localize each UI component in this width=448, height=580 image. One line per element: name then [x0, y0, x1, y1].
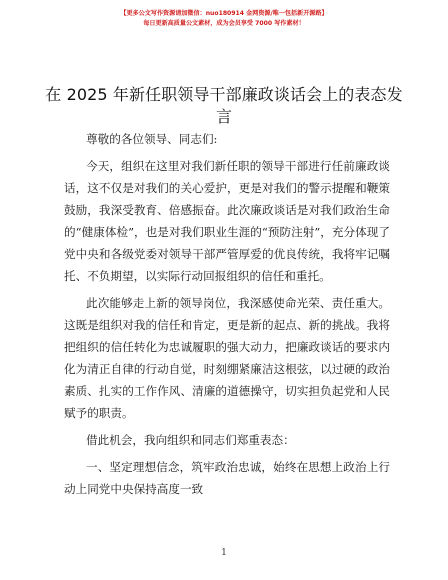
greeting: 尊敬的各位领导、同志们:	[86, 132, 218, 146]
paragraph-point-one: 一、坚定理想信念，筑牢政治忠诚，始终在思想上政治上行动上同党中央保持高度一致	[64, 460, 390, 496]
promo-banner	[0, 9, 448, 28]
paragraph-responsibility: 此次能够走上新的领导岗位，我深感使命光荣、责任重大。这既是组织对我的信任和肯定，更是新的起点、新的挑战。我将把组织的信任转化为忠诚履职的强大动力，把廉政谈话的要求内化为清正自律的行动自觉，时刻绷紧廉洁这根弦，以过硬的政治素质、扎实的工作作风、清廉的道德操守，切实担负起党和人民赋予的职责。	[64, 296, 390, 420]
promo-banner-line-2: 每日更新高质量公文素材，成为会员享受 7000 写作素材！	[143, 20, 305, 27]
paragraph-pledge-intro: 借此机会，我向组织和同志们郑重表态：	[86, 433, 295, 447]
paragraph-intro: 今天，组织在这里对我们新任职的领导干部进行任前廉政谈话，这不仅是对我们的关心爱护，更是对我们的警示提醒和鞭策鼓励，我深受教育、倍感振奋。此次廉政谈话是对我们政治生命的“健康体检”，也是对我们职业生涯的“预防注射”，充分体现了党中央和各级党委对领导干部严管厚爱的优良传统，我将牢记嘱托、不负期望，以实际行动回报组织的信任和重托。	[64, 159, 390, 283]
page-number: 1	[221, 548, 227, 558]
promo-banner-line-1: 【更多公文写作资源请加微信：nuo180914 金网资源/唯一包括新开源路】	[120, 10, 328, 17]
document-body	[64, 128, 390, 500]
document-title: 在 2025 年新任职领导干部廉政谈话会上的表态发言	[45, 85, 403, 126]
